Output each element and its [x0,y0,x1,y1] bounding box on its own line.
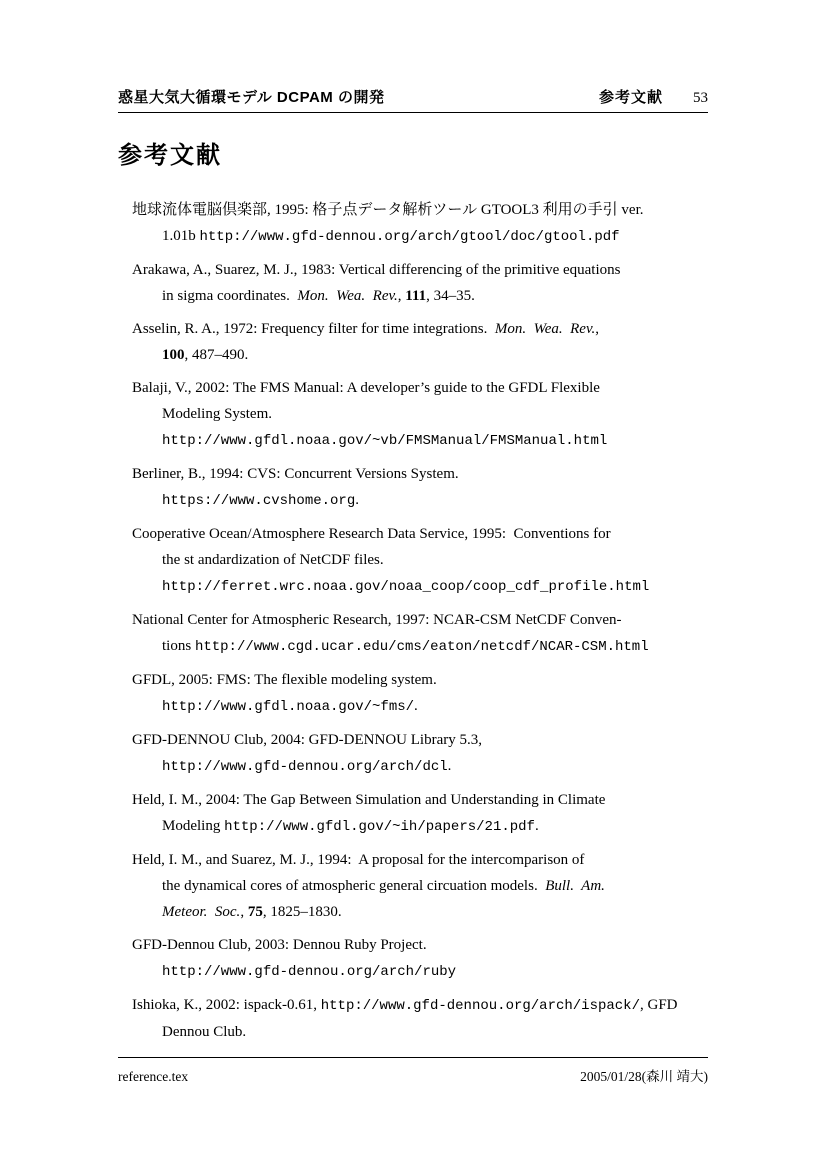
reference-text-run: Cooperative Ocean/Atmosphere Research Data Service, 1995: Conventions for [132,526,611,542]
reference-text-run: Meteor. Soc. [162,904,241,920]
reference-text-run: http://www.gfdl.gov/~ih/papers/21.pdf [224,819,535,835]
running-header-right [599,86,708,107]
reference-text-run: Mon. Wea. Rev. [494,321,596,337]
reference-text-run: . [447,758,452,774]
reference-entry [132,992,708,1045]
footer-date-author: 2005/01/28(森川 靖大) [580,1069,708,1084]
reference-text-run: . [534,818,539,834]
reference-text-run: http://www.gfd-dennou.org/arch/ruby [162,964,457,980]
reference-text-run: , 487–490. [184,347,249,363]
reference-text-run: Held, I. M., 2004: The Gap Between Simulation and Understanding in Climate [132,792,606,808]
reference-text-run: Modeling System. [162,406,273,422]
reference-text-run: http://ferret.wrc.noaa.gov/noaa_coop/coop_cdf_profile.html [162,579,650,595]
reference-entry [132,197,708,250]
reference-text-run: tions [162,638,195,654]
reference-text-run: , [240,904,248,920]
reference-text-run: Ishioka, K., 2002: ispack-0.61, [132,997,321,1013]
reference-entry [132,607,708,660]
reference-entry [132,667,708,720]
reference-text-run: , 34–35. [426,288,475,304]
reference-entry [132,375,708,454]
reference-text-run: http://www.gfdl.noaa.gov/~vb/FMSManual/FMSManual.html [162,433,608,449]
reference-list [132,197,708,1045]
reference-text-run: , 1825–1830. [262,904,342,920]
reference-text-run: Dennou Club. [162,1024,247,1040]
reference-text-run: National Center for Atmospheric Research, 1997: NCAR-CSM NetCDF Conven- [132,612,622,628]
reference-entry [132,847,708,925]
reference-text-run: , [397,288,406,304]
reference-text-run: http://www.gfdl.noaa.gov/~fms/ [162,699,415,715]
reference-text-run: https://www.cvshome.org [162,493,356,509]
document-title: 惑星大気大循環モデル DCPAM の開発 [118,89,385,106]
reference-text-run: http://www.cgd.ucar.edu/cms/eaton/netcdf/NCAR-CSM.html [194,639,649,655]
reference-text-run: , [595,321,599,337]
reference-entry [132,932,708,985]
reference-text-run: the dynamical cores of atmospheric general circuation models. [162,878,546,894]
reference-entry [132,787,708,840]
footer-filename: reference.tex [118,1069,189,1084]
reference-text-run: 地球流体電脳倶楽部, 1995: 格子点データ解析ツール GTOOL3 利用の手引 ver. [132,202,644,218]
section-label: 参考文献 [598,89,663,106]
reference-text-run: http://www.gfd-dennou.org/arch/dcl [162,759,448,775]
reference-text-run: http://www.gfd-dennou.org/arch/gtool/doc/gtool.pdf [199,229,620,245]
reference-entry [132,461,708,514]
reference-text-run: 1.01b [162,228,200,244]
reference-entry [132,257,708,309]
reference-text-run: 75 [247,904,263,920]
page-footer [118,1057,708,1085]
reference-entry [132,727,708,780]
reference-text-run: . [414,698,418,714]
page-content [118,86,708,1052]
reference-text-run: Mon. Wea. Rev. [297,288,398,304]
reference-text-run: in sigma coordinates. [162,288,298,304]
reference-text-run: Berliner, B., 1994: CVS: Concurrent Versions System. [132,466,459,482]
reference-text-run: , GFD [640,997,678,1013]
reference-text-run: 100 [162,347,185,363]
reference-text-run: . [355,492,359,508]
reference-text-run: Asselin, R. A., 1972: Frequency filter for time integrations. [132,321,495,337]
reference-text-run: http://www.gfd-dennou.org/arch/ispack/ [320,998,640,1014]
reference-text-run: GFDL, 2005: FMS: The flexible modeling system. [132,672,437,688]
reference-text-run: GFD-DENNOU Club, 2004: GFD-DENNOU Library 5.3, [132,732,482,748]
page-title: 参考文献 [118,142,222,169]
reference-text-run: Arakawa, A., Suarez, M. J., 1983: Vertical differencing of the primitive equations [132,262,621,278]
reference-text-run: Balaji, V., 2002: The FMS Manual: A developer’s guide to the GFDL Flexible [132,380,600,396]
reference-text-run: 111 [405,288,427,304]
reference-text-run: Modeling [162,818,225,834]
reference-text-run: the st andardization of NetCDF files. [162,552,384,568]
reference-entry [132,521,708,600]
reference-text-run: GFD-Dennou Club, 2003: Dennou Ruby Project. [132,937,427,953]
page-number: 53 [693,90,708,106]
reference-entry [132,316,708,368]
reference-text-run: Held, I. M., and Suarez, M. J., 1994: A proposal for the intercomparison of [132,852,585,868]
running-header [118,86,708,113]
reference-text-run: Bull. Am. [545,878,605,894]
